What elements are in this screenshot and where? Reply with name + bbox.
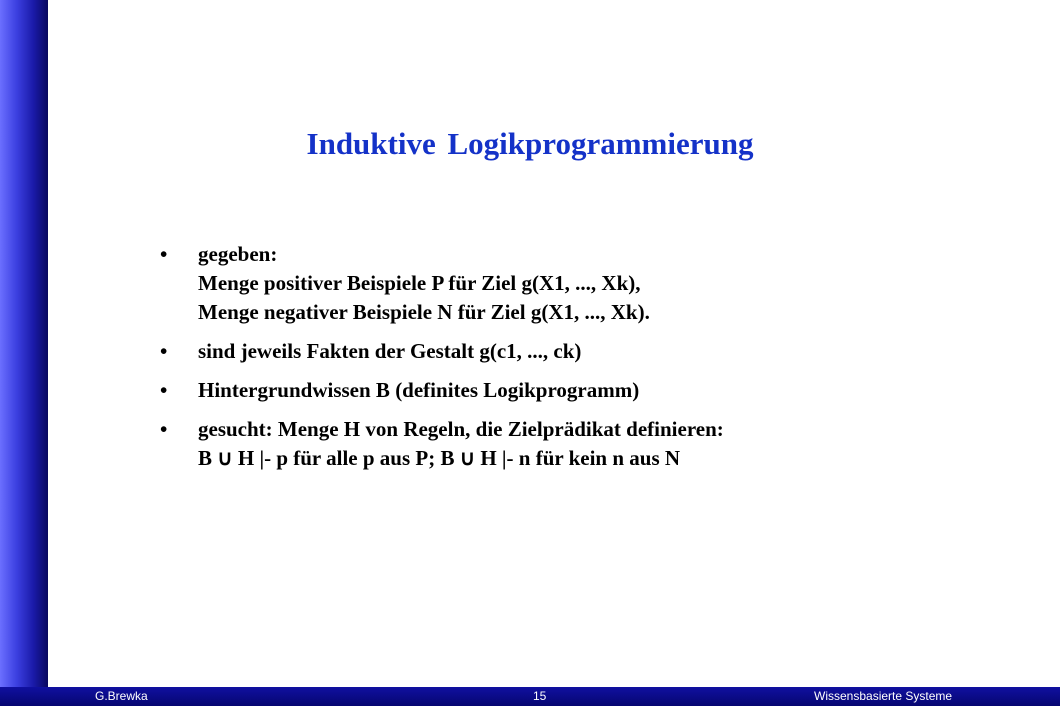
- bullet-list: [160, 240, 1020, 483]
- footer-author: G.Brewka: [95, 689, 148, 703]
- bullet-text: Menge positiver Beispiele P für Ziel g(X1, ..., Xk),: [198, 271, 641, 295]
- bullet-dot-icon: •: [160, 339, 168, 363]
- bullet-dot-icon: •: [160, 378, 168, 402]
- bullet-item-facts: [160, 337, 1020, 366]
- bullet-item-background-knowledge: [160, 376, 1020, 405]
- left-decorative-bar: [0, 0, 48, 688]
- footer-page-number: 15: [533, 689, 547, 703]
- bullet-item-given: [160, 240, 1020, 327]
- bullet-item-sought: [160, 415, 1020, 473]
- slide-title: Induktive Logikprogrammierung: [306, 126, 754, 161]
- footer-bar: [0, 687, 1060, 706]
- bullet-dot-icon: •: [160, 242, 168, 266]
- footer-course: Wissensbasierte Systeme: [814, 689, 953, 703]
- bullet-dot-icon: •: [160, 417, 168, 441]
- bullet-text: Hintergrundwissen B (definites Logikprogramm): [198, 378, 640, 402]
- bullet-text: sind jeweils Fakten der Gestalt g(c1, ..., ck): [198, 339, 582, 363]
- bullet-text: B ∪ H |- p für alle p aus P; B ∪ H |- n für kein n aus N: [198, 446, 681, 470]
- bullet-text: gesucht: Menge H von Regeln, die Zielprädikat definieren:: [198, 417, 724, 441]
- bullet-text: gegeben:: [198, 242, 278, 266]
- bullet-text: Menge negativer Beispiele N für Ziel g(X1, ..., Xk).: [198, 300, 650, 324]
